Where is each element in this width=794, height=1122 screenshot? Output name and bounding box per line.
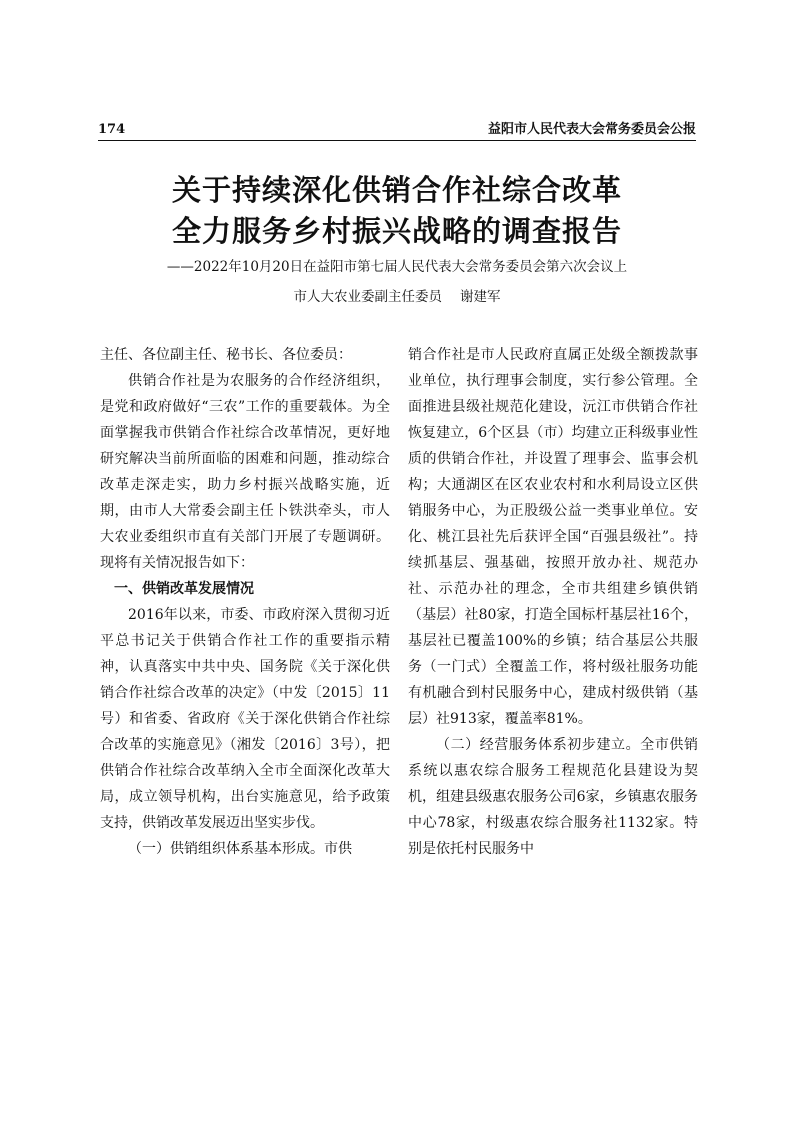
title-line-1: 关于持续深化供销合作社综合改革 bbox=[171, 173, 622, 207]
subsection-paragraph bbox=[100, 836, 390, 862]
right-column bbox=[408, 342, 698, 862]
section-paragraph: 2016年以来，市委、市政府深入贯彻习近平总书记关于供销合作社工作的重要指示精神，认真落实中共中央、国务院《关于深化供销合作社综合改革的决定》（中发〔2015〕11号）和省委、省政府《关于深化供销合作社综合改革的实施意见》（湘发〔2016〕3号），把供销合作社综合改革纳入全市全面深化改革大局，成立领导机构，出台实施意见，给予政策支持，供销改革发展迈出坚实步伐。 bbox=[100, 607, 390, 831]
section-heading: 一、供销改革发展情况 bbox=[114, 581, 254, 597]
title-line-2: 全力服务乡村振兴战略的调查报告 bbox=[171, 214, 622, 248]
document-title bbox=[98, 170, 696, 252]
subsection-paragraph bbox=[408, 732, 698, 862]
subsection-text: 全市供销系统以惠农综合服务工程规范化县建设为契机，组建县级惠农服务公司6家，乡镇惠农服务中心78家，村级惠农综合服务社1132家。特别是依托村民服务中 bbox=[408, 737, 698, 857]
intro-paragraph: 供销合作社是为农服务的合作经济组织，是党和政府做好“三农”工作的重要载体。为全面掌握我市供销合作社综合改革情况，更好地研究解决当前所面临的困难和问题，推动综合改革走深走实，助力乡村振兴战略实施，近期，由市人大常委会副主任卜铁洪牵头，市人大农业委组织市直有关部门开展了专题调研。现将有关情况报告如下： bbox=[100, 373, 390, 571]
page-number: 174 bbox=[98, 122, 126, 137]
subsection-heading: （一）供销组织体系基本形成。 bbox=[128, 841, 324, 857]
publication-name: 益阳市人民代表大会常务委员会公报 bbox=[487, 122, 696, 137]
left-column bbox=[100, 342, 390, 862]
subsection-text: 市供 bbox=[324, 841, 352, 857]
subsection-heading: （二）经营服务体系初步建立。 bbox=[436, 737, 641, 753]
author-name: 谢建军 bbox=[460, 289, 501, 305]
author-position: 市人大农业委副主任委员 bbox=[293, 289, 442, 305]
document-subtitle: ——2022年10月20日在益阳市第七届人民代表大会常务委员会第六次会议上 bbox=[166, 259, 628, 275]
continued-paragraph: 销合作社是市人民政府直属正处级全额拨款事业单位，执行理事会制度，实行参公管理。全面推进县级社规范化建设，沅江市供销合作社恢复建立，6个区县（市）均建立正科级事业性质的供销合作社，并设置了理事会、监事会机构；大通湖区在区农业农村和水利局设立区供销服务中心，为正股级公益一类事业单位。安化、桃江县社先后获评全国“百强县级社”。持续抓基层、强基础，按照开放办社、规范办社、示范办社的理念，全市共组建乡镇供销（基层）社80家，打造全国标杆基层社16个，基层社已覆盖100%的乡镇；结合基层公共服务（一门式）全覆盖工作，将村级社服务功能有机融合到村民服务中心，建成村级供销（基层）社913家，覆盖率81%。 bbox=[408, 347, 698, 727]
page-header bbox=[98, 118, 696, 137]
author-line bbox=[98, 287, 696, 307]
header-divider bbox=[98, 140, 696, 141]
salutation: 主任、各位副主任、秘书长、各位委员： bbox=[100, 347, 352, 363]
